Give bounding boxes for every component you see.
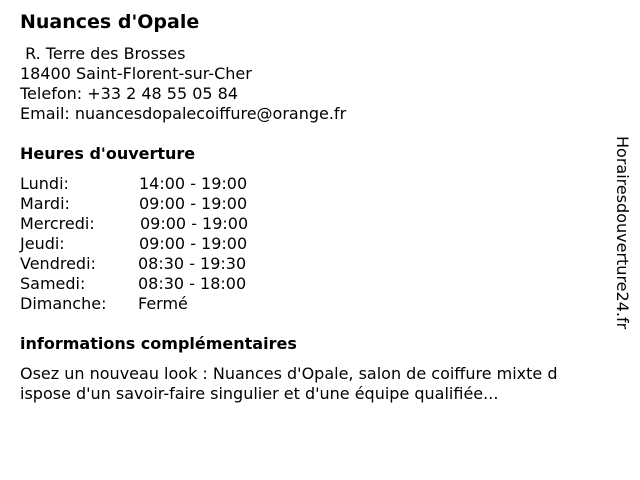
info-line: Osez un nouveau look : Nuances d'Opale, salon de coiffure mixte d — [20, 364, 558, 383]
contact-block — [20, 44, 346, 124]
email-line: Email: nuancesdopalecoiffure@orange.fr — [20, 104, 347, 123]
day-label: Lundi: — [20, 174, 69, 193]
hours-row-friday — [20, 254, 280, 274]
time-value: 09:00 - 19:00 — [139, 234, 248, 253]
time-value: 08:30 - 19:30 — [138, 254, 247, 273]
hours-row-wednesday — [20, 214, 280, 234]
additional-info-text — [20, 364, 610, 404]
hours-row-sunday — [20, 294, 280, 314]
hours-row-tuesday — [20, 194, 280, 214]
hours-row-monday — [20, 174, 280, 194]
time-value: Fermé — [138, 294, 188, 313]
time-value: 09:00 - 19:00 — [139, 194, 248, 213]
phone-line: Telefon: +33 2 48 55 05 84 — [20, 84, 239, 103]
day-label: Mercredi: — [20, 214, 95, 233]
time-value: 08:30 - 18:00 — [138, 274, 247, 293]
info-line: ispose d'un savoir-faire singulier et d'une équipe qualifiée... — [20, 384, 499, 403]
opening-hours-heading: Heures d'ouverture — [20, 144, 196, 163]
watermark-text: Horairesdouverture24.fr — [613, 136, 632, 330]
day-label: Jeudi: — [20, 234, 65, 253]
site-watermark — [612, 136, 632, 344]
hours-row-saturday — [20, 274, 280, 294]
hours-row-thursday — [20, 234, 280, 254]
address-street: R. Terre des Brosses — [20, 44, 186, 63]
day-label: Mardi: — [20, 194, 70, 213]
business-name: Nuances d'Opale — [20, 11, 200, 33]
address-city: 18400 Saint-Florent-sur-Cher — [20, 64, 252, 83]
additional-info-heading: informations complémentaires — [20, 334, 297, 353]
opening-hours-list — [20, 174, 280, 314]
time-value: 14:00 - 19:00 — [139, 174, 248, 193]
day-label: Samedi: — [20, 274, 86, 293]
day-label: Vendredi: — [20, 254, 96, 273]
time-value: 09:00 - 19:00 — [140, 214, 249, 233]
day-label: Dimanche: — [20, 294, 107, 313]
